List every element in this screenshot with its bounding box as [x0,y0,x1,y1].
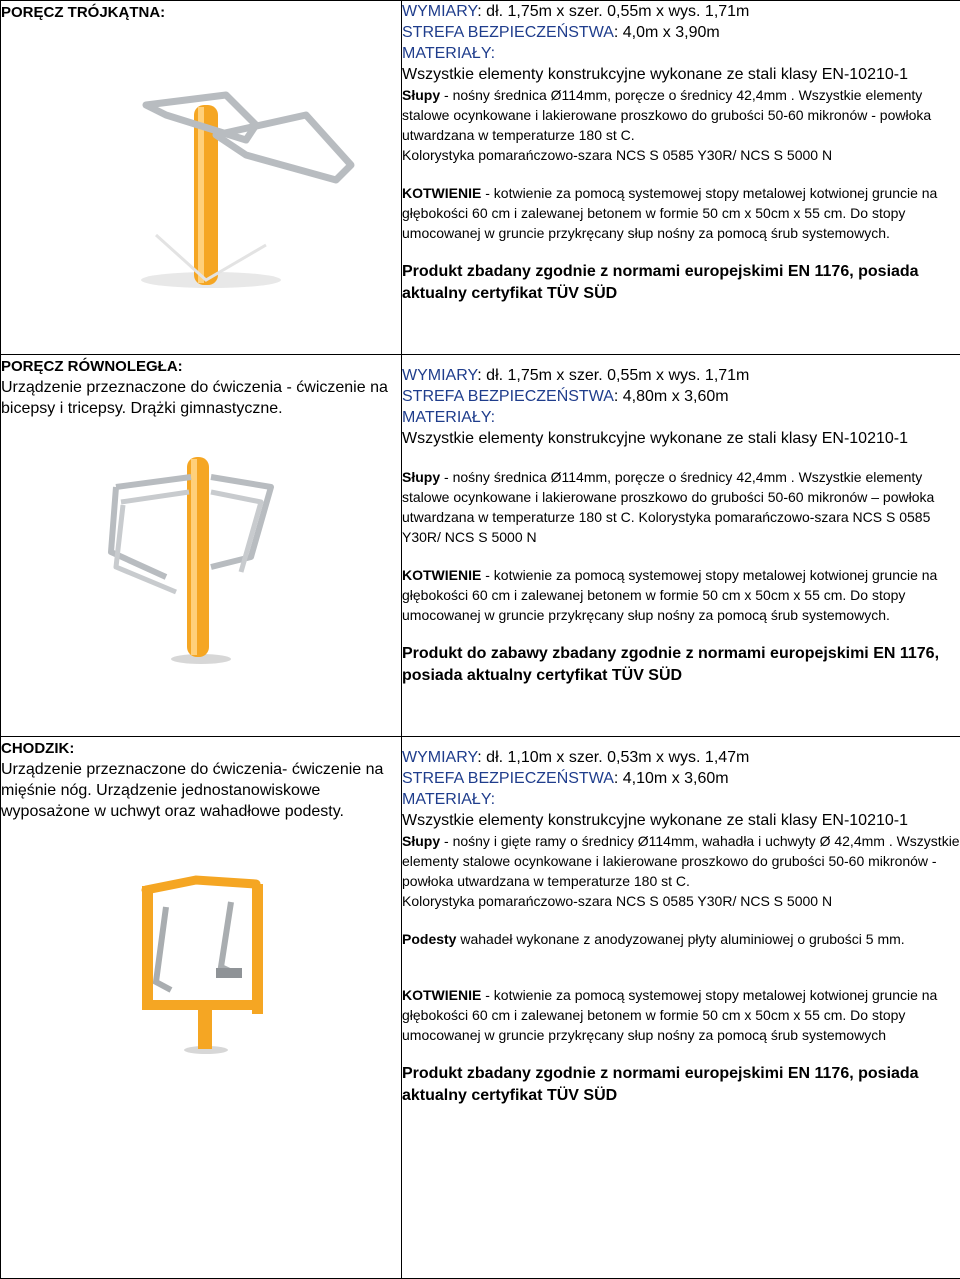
kolor-text: Kolorystyka pomarańczowo-szara NCS S 0585 Y30R/ NCS S 5000 N [402,893,833,909]
product-cell [1,1,402,355]
certificate-text: Produkt zbadany zgodnie z normami europejskimi EN 1176, posiada aktualny certyfikat TÜV SÜD [402,1065,919,1104]
materialy-text: Wszystkie elementy konstrukcyjne wykonane ze stali klasy EN-10210-1 [402,430,908,447]
slupy-text: - nośny średnica Ø114mm, poręcze o średnicy 42,4mm . Wszystkie elementy stalowe ocynkowane i lakierowane proszkowo do grubości 50-60 mikronów – powłoka utwardzana w temperaturze 180 st C. Kolorystyka pomarańczowo-szara NCS S 0585 Y30R/ NCS S 5000 N [402,469,935,545]
strefa-value: : 4,0m x 3,90m [613,24,720,41]
product-cell [1,737,402,1279]
strefa-value: : 4,80m x 3,60m [613,388,729,405]
materialy-label: MATERIAŁY: [402,409,496,426]
spec-cell [402,1,960,355]
wymiary-label: WYMIARY [402,749,478,766]
table-row [1,737,960,1279]
triangle-rail-illustration [106,85,386,305]
strefa-label: STREFA BEZPIECZEŃSTWA [402,24,614,41]
wymiary-label: WYMIARY [402,3,478,20]
product-description: Urządzenie przeznaczone do ćwiczenia - ćwiczenie na bicepsy i tricepsy. Drążki gimnastyczne. [1,379,388,417]
materialy-text: Wszystkie elementy konstrukcyjne wykonane ze stali klasy EN-10210-1 [402,812,908,829]
materialy-label: MATERIAŁY: [402,791,496,808]
strefa-label: STREFA BEZPIECZEŃSTWA [402,770,614,787]
table-row [1,1,960,355]
slupy-label: Słupy [402,469,441,485]
wymiary-label: WYMIARY [402,367,478,384]
certificate-text: Produkt do zabawy zbadany zgodnie z normami europejskimi EN 1176, posiada aktualny certyfikat TÜV SÜD [402,645,940,684]
slupy-label: Słupy [402,833,441,849]
podesty-label: Podesty [402,931,457,947]
product-title: PORĘCZ TRÓJKĄTNA: [1,4,166,21]
slupy-text: - nośny i gięte ramy o średnicy Ø114mm, wahadła i uchwyty Ø 42,4mm . Wszystkie elementy stalowe ocynkowane i lakierowane proszkowo do grubości 50-60 mikronów - powłoka utwardzana w temperaturze 180 st C. [402,833,960,889]
podesty-text: wahadeł wykonane z anodyzowanej płyty aluminiowej o grubości 5 mm. [456,931,905,947]
materialy-label: MATERIAŁY: [402,45,496,62]
slupy-label: Słupy [402,87,441,103]
strefa-value: : 4,10m x 3,60m [613,770,729,787]
wymiary-value: : dł. 1,75m x szer. 0,55m x wys. 1,71m [477,3,750,20]
kotwienie-text: - kotwienie za pomocą systemowej stopy metalowej kotwionej gruncie na głębokości 60 cm i zalewanej betonem w formie 50 cm x 50cm x 55 cm. Do stopy umocowanej w gruncie przykręcany słup nośny za pomocą śrub systemowych. [402,185,938,241]
table-row [1,355,960,737]
product-description: Urządzenie przeznaczone do ćwiczenia- ćwiczenie na mięśnie nóg. Urządzenie jednostanowiskowe wyposażone w uchwyt oraz wahadłowe podesty. [1,761,384,820]
materialy-text: Wszystkie elementy konstrukcyjne wykonane ze stali klasy EN-10210-1 [402,66,908,83]
strefa-label: STREFA BEZPIECZEŃSTWA [402,388,614,405]
kotwienie-text: - kotwienie za pomocą systemowej stopy metalowej kotwionej gruncie na głębokości 60 cm i zalewanej betonem w formie 50 cm x 50cm x 55 cm. Do stopy umocowanej w gruncie przykręcany słup nośny za pomocą śrub systemowych [402,987,938,1043]
wymiary-value: : dł. 1,10m x szer. 0,53m x wys. 1,47m [477,749,750,766]
walker-illustration [136,872,276,1057]
product-title: PORĘCZ RÓWNOLEGŁA: [1,358,183,375]
wymiary-value: : dł. 1,75m x szer. 0,55m x wys. 1,71m [477,367,750,384]
kolor-text: Kolorystyka pomarańczowo-szara NCS S 0585 Y30R/ NCS S 5000 N [402,147,833,163]
spec-cell [402,355,960,737]
kotwienie-text: - kotwienie za pomocą systemowej stopy metalowej kotwionej gruncie na głębokości 60 cm i zalewanej betonem w formie 50 cm x 50cm x 55 cm. Do stopy umocowanej w gruncie przykręcany słup nośny za pomocą śrub systemowych. [402,567,938,623]
parallel-bars-illustration [101,457,301,667]
kotwienie-label: KOTWIENIE [402,567,482,583]
certificate-text: Produkt zbadany zgodnie z normami europejskimi EN 1176, posiada aktualny certyfikat TÜV SÜD [402,263,919,302]
kotwienie-label: KOTWIENIE [402,185,482,201]
slupy-text: - nośny średnica Ø114mm, poręcze o średnicy 42,4mm . Wszystkie elementy stalowe ocynkowane i lakierowane proszkowo do grubości 50-60 mikronów - powłoka utwardzana w temperaturze 180 st C. [402,87,932,143]
product-cell [1,355,402,737]
kotwienie-label: KOTWIENIE [402,987,482,1003]
spec-cell [402,737,960,1279]
product-title: CHODZIK: [1,740,75,757]
